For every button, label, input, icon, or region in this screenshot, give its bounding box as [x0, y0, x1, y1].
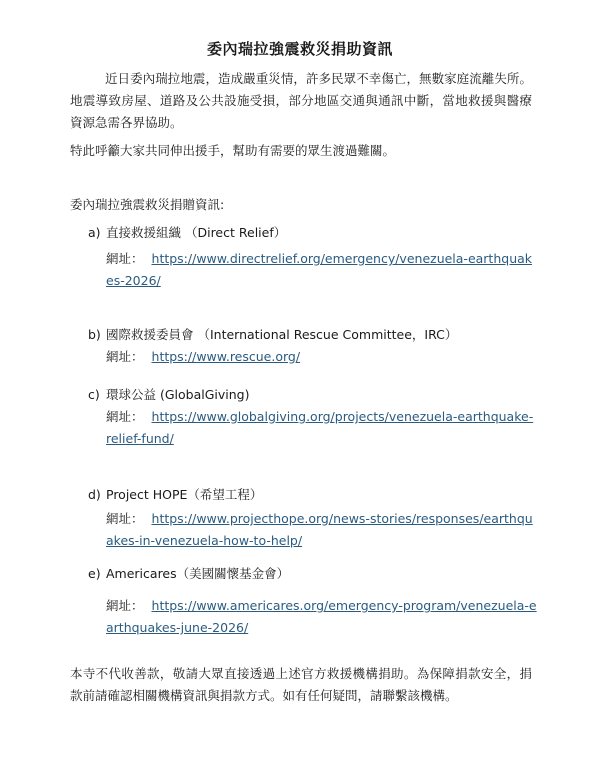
organization-link[interactable]: https://www.globalgiving.org/projects/venezuela-earthquake-relief-fund/: [106, 409, 534, 446]
url-label: 網址：: [106, 511, 144, 526]
organization-name: Project HOPE（希望工程）: [106, 487, 263, 502]
organization-link[interactable]: https://www.americares.org/emergency-program/venezuela-earthquakes-june-2026/: [106, 598, 537, 635]
url-label: 網址：: [106, 409, 144, 424]
organization-item-globalgiving: [88, 384, 538, 450]
document-title: 委內瑞拉強震救災捐助資訊: [206, 40, 393, 58]
organization-link[interactable]: https://www.projecthope.org/news-stories/responses/earthquakes-in-venezuela-how-to-help/: [106, 511, 533, 548]
donation-list-heading: 委內瑞拉強震救災捐贈資訊:: [70, 197, 225, 212]
list-marker: b): [88, 327, 101, 342]
organization-name: 環球公益 (GlobalGiving): [106, 387, 250, 402]
organization-name: Americares（美國關懷基金會）: [106, 566, 290, 581]
closing-paragraph: 本寺不代收善款，敬請大眾直接透過上述官方救援機構捐助。為保障捐款安全，捐款前請確認相關機構資訊與捐款方式。如有任何疑問，請聯繫該機構。: [70, 666, 532, 703]
organization-item-irc: [88, 324, 538, 368]
list-marker: e): [88, 566, 101, 581]
organization-name: 國際救援委員會 （International Rescue Committee，IRC）: [106, 327, 458, 342]
organization-item-americares: [88, 563, 538, 639]
list-marker: d): [88, 487, 101, 502]
url-label: 網址：: [106, 349, 144, 364]
url-label: 網址：: [106, 251, 144, 266]
intro-paragraph: 近日委內瑞拉地震，造成嚴重災情，許多民眾不幸傷亡，無數家庭流離失所。地震導致房屋、道路及公共設施受損，部分地區交通與通訊中斷，當地救援與醫療資源急需各界協助。: [70, 71, 532, 130]
organization-link[interactable]: https://www.directrelief.org/emergency/venezuela-earthquakes-2026/: [106, 251, 533, 288]
organization-name: 直接救援組織 （Direct Relief）: [106, 225, 287, 240]
organization-item-direct-relief: [88, 222, 538, 292]
list-marker: c): [88, 387, 100, 402]
url-label: 網址：: [106, 598, 144, 613]
appeal-paragraph: 特此呼籲大家共同伸出援手，幫助有需要的眾生渡過難關。: [70, 143, 396, 158]
organization-item-project-hope: [88, 484, 538, 552]
list-marker: a): [88, 225, 101, 240]
organization-link[interactable]: https://www.rescue.org/: [151, 349, 301, 364]
